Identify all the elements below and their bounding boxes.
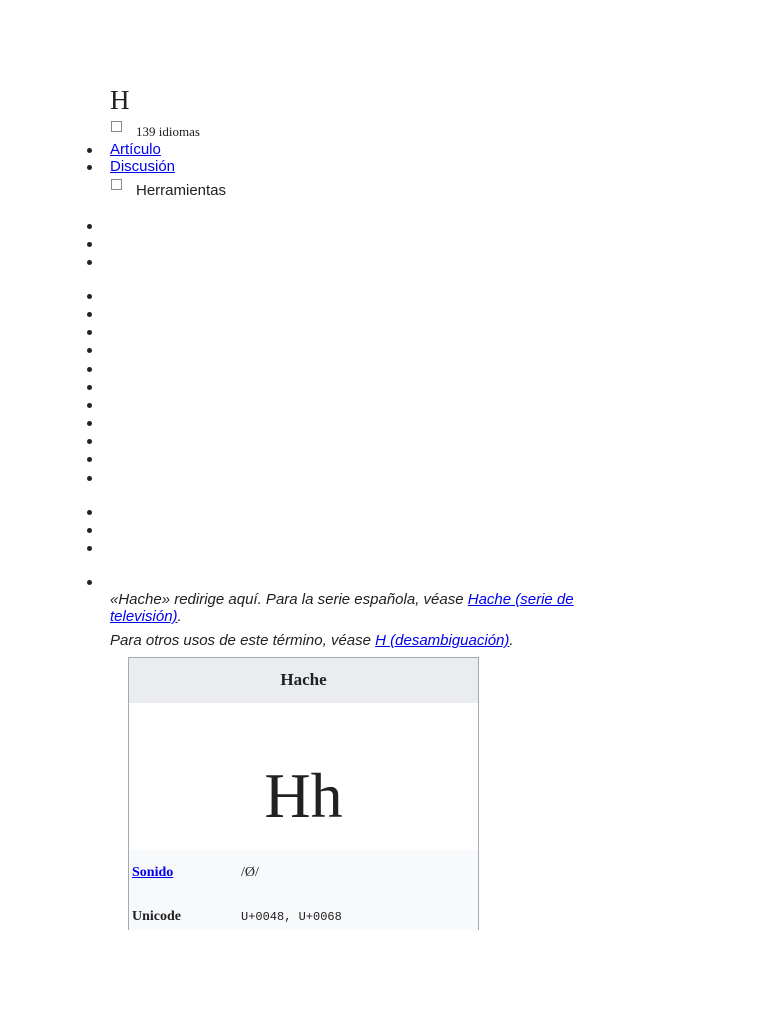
infobox-sound-label[interactable]: Sonido — [132, 865, 174, 880]
page-bottom-whitespace — [120, 930, 520, 1024]
list-bullet — [87, 457, 92, 462]
hatnote-link-disambiguation[interactable]: H (desambiguación) — [375, 632, 510, 649]
infobox-unicode-label: Unicode — [132, 909, 181, 924]
list-bullet — [87, 312, 92, 317]
list-bullet — [87, 367, 92, 372]
tools-button[interactable]: Herramientas — [136, 182, 227, 199]
languages-checkbox[interactable] — [111, 121, 122, 132]
hatnote-text: «Hache» redirige aquí. Para la serie española, véase — [110, 591, 468, 608]
hatnote-redirect — [110, 591, 574, 608]
hatnote-text: Para otros usos de este término, véase — [110, 632, 376, 649]
list-bullet — [87, 403, 92, 408]
hatnote-link-serie[interactable]: Hache (serie de — [467, 591, 574, 608]
infobox-sound-value: /Ø/ — [241, 865, 259, 880]
infobox-caption: Hache — [129, 658, 478, 703]
list-bullet — [87, 546, 92, 551]
languages-button[interactable]: 139 idiomas — [136, 124, 200, 139]
tab-bullet — [87, 148, 92, 153]
list-bullet — [87, 476, 92, 481]
list-bullet — [87, 385, 92, 390]
list-bullet — [87, 242, 92, 247]
list-bullet — [87, 224, 92, 229]
hatnote-suffix: . — [509, 632, 514, 649]
hatnote-redirect-cont — [110, 608, 182, 625]
list-bullet — [87, 510, 92, 515]
tab-bullet — [87, 165, 92, 170]
infobox — [128, 657, 479, 947]
letter-glyph: Hh — [264, 760, 343, 831]
list-bullet — [87, 294, 92, 299]
hatnote-disambiguation — [110, 632, 514, 649]
tab-discussion[interactable]: Discusión — [110, 158, 176, 175]
list-bullet — [87, 260, 92, 265]
list-bullet — [87, 348, 92, 353]
list-bullet — [87, 330, 92, 335]
list-bullet — [87, 528, 92, 533]
list-bullet — [87, 421, 92, 426]
infobox-unicode-value: U+0048, U+0068 — [241, 910, 342, 924]
page-title: H — [110, 85, 130, 115]
tools-checkbox[interactable] — [111, 179, 122, 190]
list-bullet — [87, 580, 92, 585]
hatnote-link-serie-cont[interactable]: televisión) — [110, 608, 178, 625]
tab-article[interactable]: Artículo — [110, 141, 161, 158]
infobox-image — [129, 703, 478, 850]
hatnote-suffix: . — [177, 608, 182, 625]
list-bullet — [87, 439, 92, 444]
